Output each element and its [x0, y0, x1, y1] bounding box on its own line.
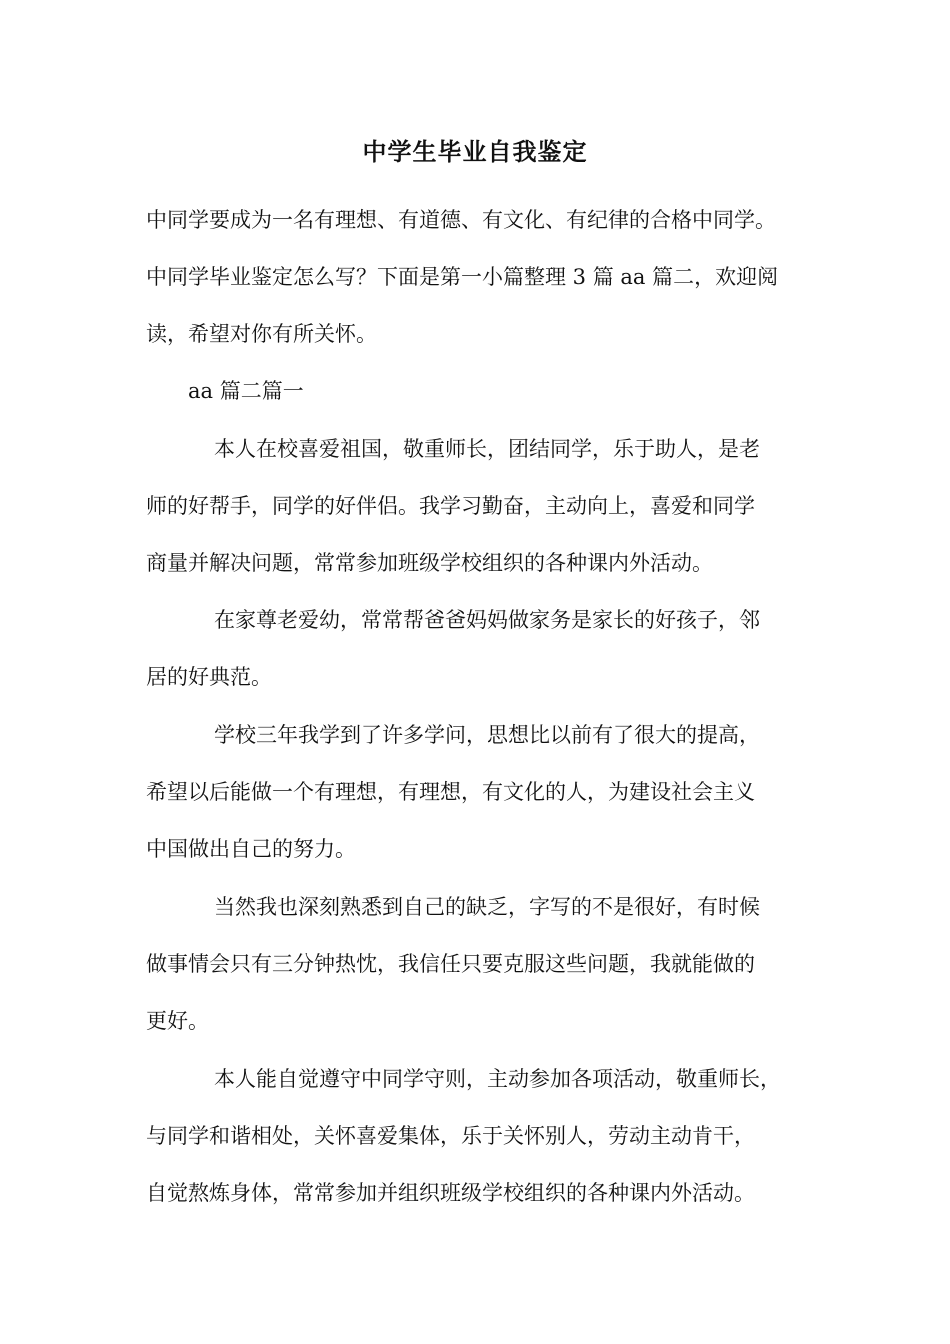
body-line: 自觉熬炼身体，常常参加并组织班级学校组织的各种课内外活动。: [146, 1181, 755, 1205]
body-line: 更好。: [146, 1009, 209, 1033]
body-line: 学校三年我学到了许多学问，思想比以前有了很大的提高，: [214, 723, 760, 747]
section-heading: aa 篇二篇一: [188, 379, 304, 403]
body-line: 中国做出自己的努力。: [146, 837, 356, 861]
body-line: 中同学毕业鉴定怎么写？下面是第一小篇整理 3 篇 aa 篇二，欢迎阅: [146, 265, 779, 289]
body-line: 中同学要成为一名有理想、有道德、有文化、有纪律的合格中同学。: [146, 208, 776, 232]
body-line: 希望以后能做一个有理想，有理想，有文化的人，为建设社会主义: [146, 780, 755, 804]
body-line: 本人在校喜爱祖国，敬重师长，团结同学，乐于助人，是老: [214, 437, 760, 461]
body-line: 做事情会只有三分钟热忱，我信任只要克服这些问题，我就能做的: [146, 952, 755, 976]
body-line: 商量并解决问题，常常参加班级学校组织的各种课内外活动。: [146, 551, 713, 575]
body-line: 本人能自觉遵守中同学守则，主动参加各项活动，敬重师长，: [214, 1067, 781, 1091]
body-line: 居的好典范。: [146, 665, 272, 689]
body-line: 与同学和谐相处，关怀喜爱集体，乐于关怀别人，劳动主动肯干，: [146, 1124, 755, 1148]
body-line: 读，希望对你有所关怀。: [146, 322, 377, 346]
body-line: 师的好帮手，同学的好伴侣。我学习勤奋，主动向上，喜爱和同学: [146, 494, 755, 518]
document-title: 中学生毕业自我鉴定: [362, 138, 588, 166]
body-line: 在家尊老爱幼，常常帮爸爸妈妈做家务是家长的好孩子，邻: [214, 608, 760, 632]
body-line: 当然我也深刻熟悉到自己的缺乏，字写的不是很好，有时候: [214, 895, 760, 919]
